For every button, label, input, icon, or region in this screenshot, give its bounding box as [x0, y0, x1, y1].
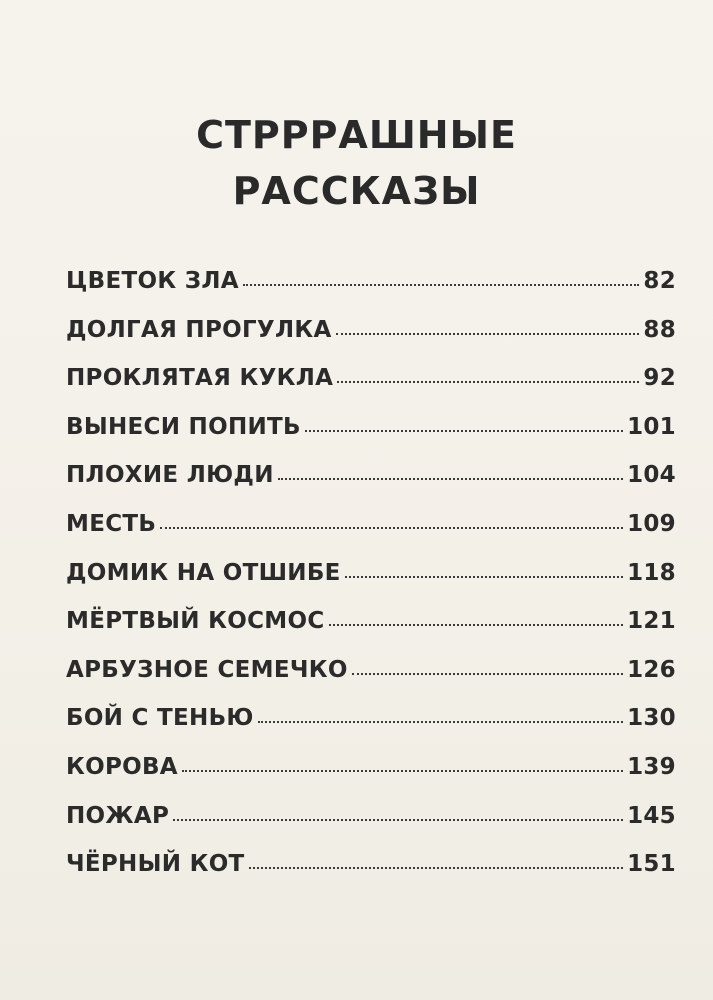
toc-entry-title: АРБУЗНОЕ СЕМЕЧКО [66, 656, 348, 683]
toc-leader-dots [278, 478, 623, 480]
toc-entry [66, 511, 676, 560]
toc-entry-page: 104 [627, 462, 676, 489]
toc-entry [66, 657, 676, 706]
toc-entry [66, 608, 676, 657]
toc-entry-title: МЁРТВЫЙ КОСМОС [66, 608, 325, 635]
toc-leader-dots [243, 284, 640, 286]
toc-entry-title: ЦВЕТОК ЗЛА [66, 268, 239, 294]
toc-entry-page: 109 [627, 510, 676, 537]
table-of-contents [66, 268, 676, 900]
toc-entry [66, 803, 676, 852]
toc-entry [66, 462, 676, 511]
toc-leader-dots [305, 430, 623, 432]
toc-entry-page: 151 [627, 851, 676, 878]
toc-leader-dots [345, 576, 623, 578]
toc-entry-title: ПОЖАР [66, 802, 170, 829]
toc-entry [66, 317, 676, 366]
page-title-line-2: РАССКАЗЫ [232, 169, 481, 213]
toc-leader-dots [352, 673, 623, 675]
toc-leader-dots [249, 867, 624, 869]
toc-entry-title: МЕСТЬ [66, 510, 157, 537]
toc-entry [66, 560, 676, 609]
toc-entry-page: 88 [643, 316, 676, 343]
toc-entry-page: 101 [627, 413, 676, 440]
toc-leader-dots [337, 381, 639, 383]
toc-entry-page: 145 [627, 802, 676, 829]
toc-entry-title: ПРОКЛЯТАЯ КУКЛА [66, 365, 334, 392]
toc-entry-page: 82 [643, 268, 676, 294]
toc-leader-dots [336, 333, 640, 335]
toc-entry-title: КОРОВА [66, 753, 178, 780]
toc-entry-page: 121 [627, 608, 676, 635]
toc-entry-page: 130 [627, 705, 676, 732]
toc-entry-page: 126 [627, 656, 676, 683]
toc-entry-title: ПЛОХИЕ ЛЮДИ [66, 462, 274, 489]
toc-entry-page: 92 [643, 365, 676, 392]
toc-entry-title: ДОЛГАЯ ПРОГУЛКА [66, 316, 332, 343]
toc-entry [66, 268, 676, 317]
toc-leader-dots [329, 624, 624, 626]
toc-leader-dots [182, 770, 623, 772]
toc-entry-title: ДОМИК НА ОТШИБЕ [66, 559, 341, 586]
toc-entry-page: 139 [627, 753, 676, 780]
toc-entry [66, 414, 676, 463]
toc-entry-page: 118 [627, 559, 676, 586]
toc-leader-dots [173, 819, 623, 821]
toc-entry-title: ВЫНЕСИ ПОПИТЬ [66, 413, 301, 440]
toc-entry [66, 705, 676, 754]
toc-entry [66, 365, 676, 414]
toc-leader-dots [160, 527, 623, 529]
toc-entry-title: ЧЁРНЫЙ КОТ [66, 851, 245, 878]
page-title-line-1: СТРРРАШНЫЕ [196, 113, 517, 157]
toc-entry [66, 754, 676, 803]
toc-leader-dots [258, 721, 623, 723]
toc-entry-title: БОЙ С ТЕНЬЮ [66, 705, 254, 732]
toc-entry [66, 851, 676, 900]
